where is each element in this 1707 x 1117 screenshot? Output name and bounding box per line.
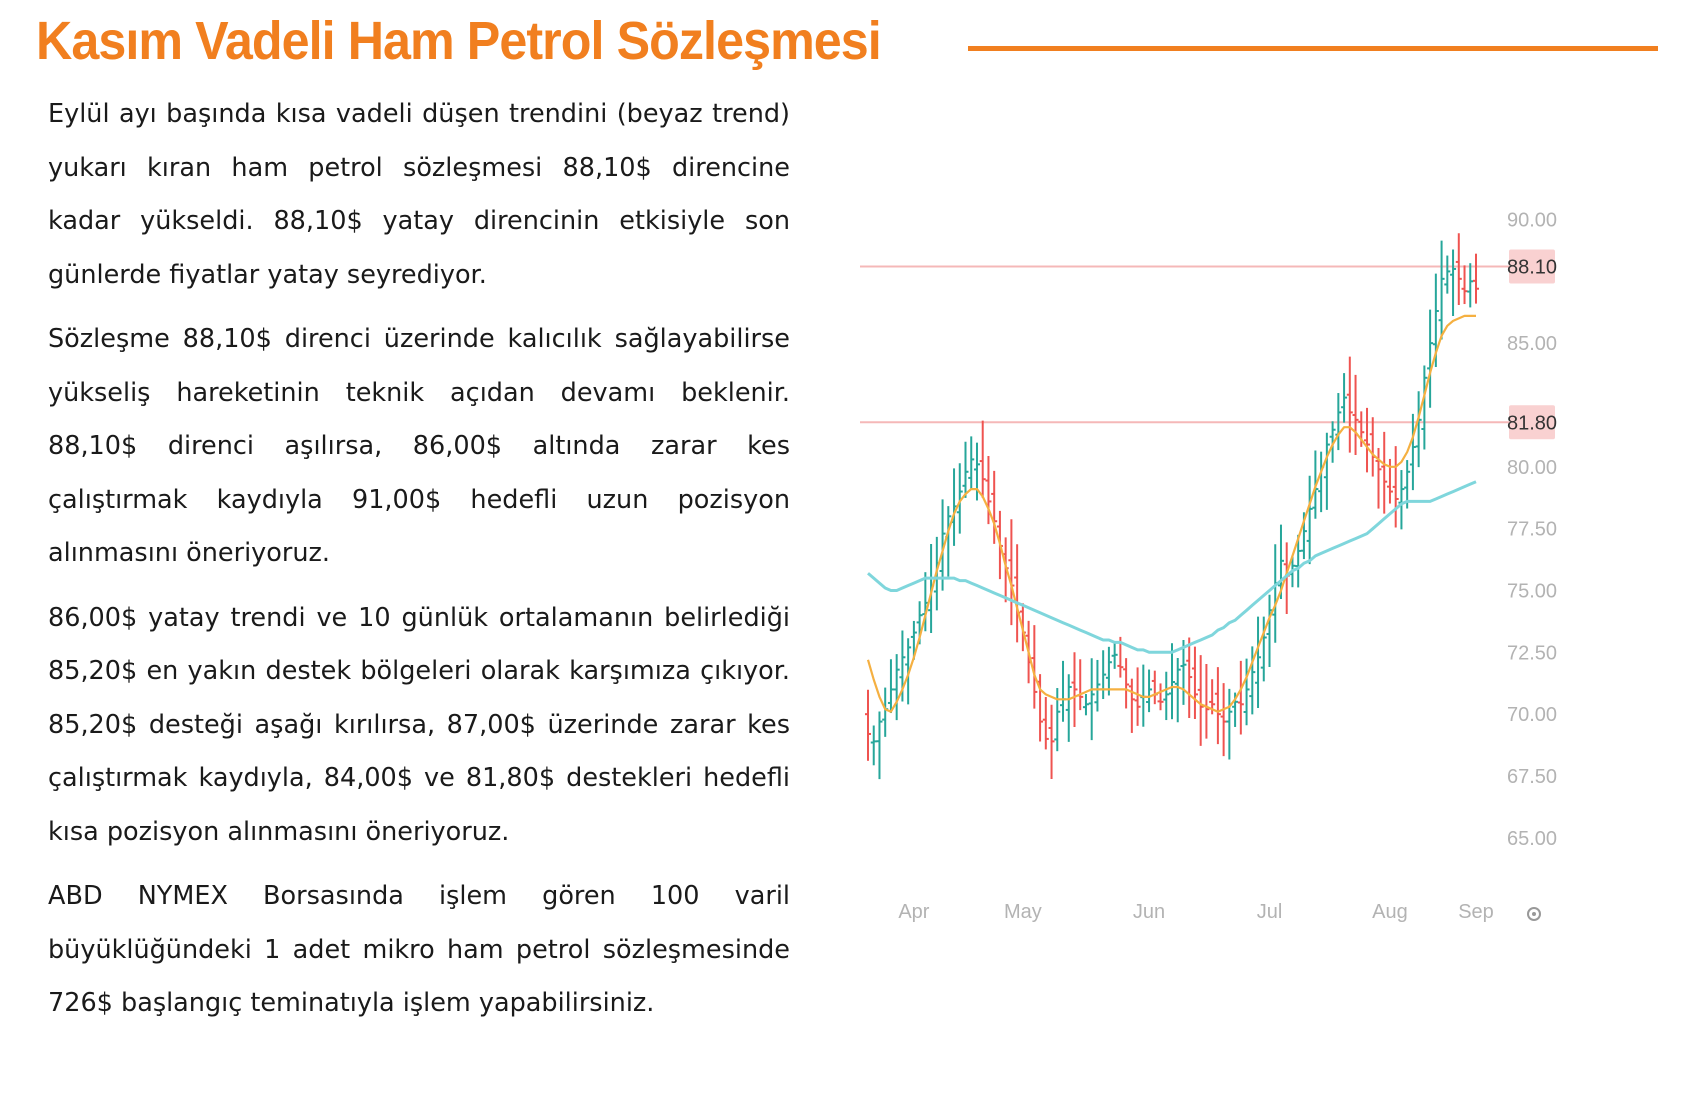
y-tick-label: 90.00 [1506,209,1558,232]
y-tick-label: 75.00 [1506,580,1558,603]
price-chart [860,170,1700,1000]
x-tick-label: May [1003,901,1042,923]
y-tick-label: 70.00 [1506,704,1558,727]
y-tick-label: 72.50 [1506,642,1558,665]
price-chart-svg [860,170,1700,1000]
article-body [48,88,790,1042]
y-tick-label: 67.50 [1506,766,1558,789]
paragraph: Eylül ayı başında kısa vadeli düşen trendini (beyaz trend) yukarı kıran ham petrol sözleşmesi 88,10$ direncine kadar yükseldi. 88,10$ yatay direncinin etkisiyle son günlerde fiyatlar yatay seyrediyor. [48,99,790,290]
x-tick-label: Jul [1256,901,1283,923]
y-tick-label: 65.00 [1506,827,1558,850]
y-tick-label: 80.00 [1506,456,1558,479]
paragraph: 86,00$ yatay trendi ve 10 günlük ortalamanın belirlediği 85,20$ en yakın destek bölgeleri olarak karşımıza çıkıyor. 85,20$ desteği aşağı kırılırsa, 87,00$ üzerinde zarar kes çalıştırmak kaydıyla, 84,00$ ve 81,80$ destekleri hedefli kısa pozisyon alınmasını öneriyoruz. [48,602,790,847]
paragraph: Sözleşme 88,10$ direnci üzerinde kalıcılık sağlayabilirse yükseliş hareketinin teknik açıdan devamı beklenir. 88,10$ direnci aşılırsa, 86,00$ altında zarar kes çalıştırmak kaydıyla 91,00$ hedefli uzun pozisyon alınmasını öneriyoruz. [48,324,790,568]
x-tick-label: Jun [1132,901,1166,923]
x-tick-label: Aug [1372,901,1408,923]
page-title: Kasım Vadeli Ham Petrol Sözleşmesi [36,11,881,71]
y-tick-label: 77.50 [1506,518,1558,541]
title-rule [968,46,1658,51]
paragraph: ABD NYMEX Borsasında işlem gören 100 varil büyüklüğündeki 1 adet mikro ham petrol sözleşmesinde 726$ başlangıç teminatıyla işlem yapabilirsiniz. [48,881,790,1018]
y-tick-label: 85.00 [1506,333,1558,356]
level-label: 88.10 [1506,256,1558,279]
x-tick-label: Sep [1458,901,1494,923]
x-tick-label: Apr [898,901,930,923]
gear-icon-center [1532,912,1536,916]
level-label: 81.80 [1506,412,1558,435]
